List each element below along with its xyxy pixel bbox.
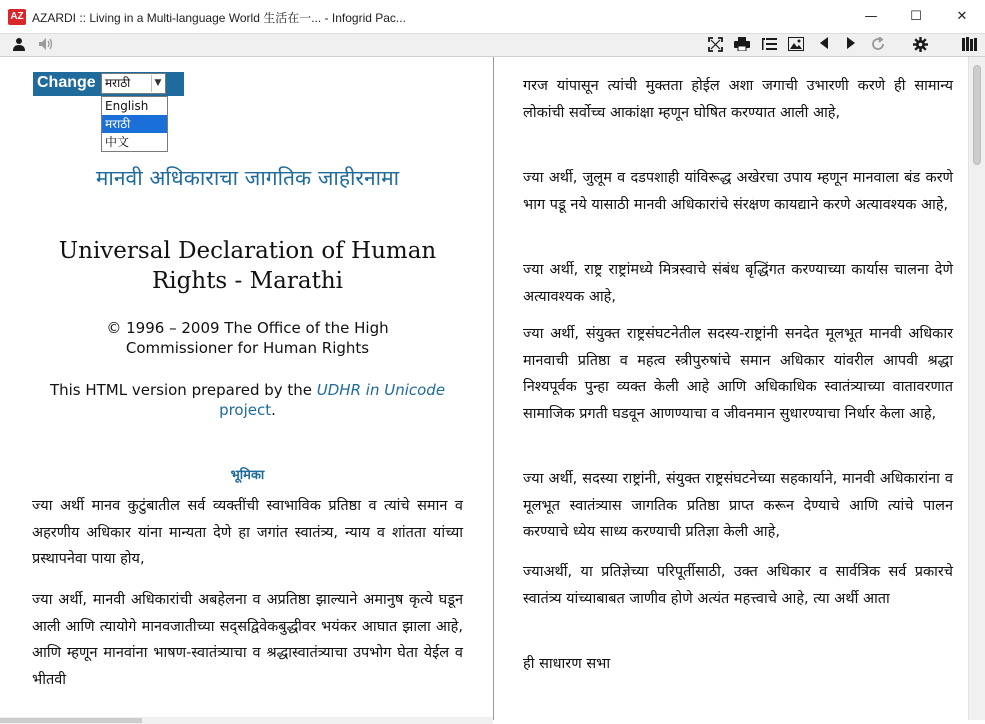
user-icon[interactable] [10, 37, 28, 54]
left-paragraph-2: ज्या अर्थी, मानवी अधिकारांची अबहेलना व अप्रतिष्ठा झाल्याने अमानुष कृत्ये घडून आली आणि त्यायोगे मानवजातीच्या सद्सद्विवेकबुद्धीवर भयंकर आघात झाला आहे, आणि म्हणून मानवांना भाषण-स्वातंत्र्याचा व श्रद्धास्वातंत्र्याचा उपभोग घेता येईल व भीतवी [32, 592, 463, 688]
right-paragraph-1: गरज यांपासून त्यांची मुक्तता होईल अशा जगाची उभारणी करणे ही सामान्य लोकांची सर्वोच्च आकांक्षा म्हणून घोषित करण्यात आली आहे, [523, 78, 953, 121]
right-paragraph-6: ज्याअर्थी, या प्रतिज्ञेच्या परिपूर्तीसाठी, उक्त अधिकार व सार्वत्रिक सर्व प्रकारचे स्वातंत्र्य यांच्याबाबत जाणीव होणे अत्यंत महत्त्वाचे आहे, त्या अर्थी आता [523, 564, 953, 607]
close-button[interactable]: ✕ [956, 9, 968, 24]
app-logo-icon: AZ [8, 9, 26, 25]
language-option-english[interactable]: English [105, 99, 149, 113]
copyright-line-2: Commissioner for Human Rights [125, 339, 370, 357]
page-title [30, 236, 465, 296]
toolbar [0, 34, 985, 57]
language-select[interactable] [101, 73, 166, 94]
print-icon[interactable] [733, 37, 751, 54]
section-heading-preamble: भूमिका [230, 468, 265, 483]
library-icon[interactable] [961, 37, 979, 54]
prepared-suffix: project [219, 401, 272, 419]
settings-icon[interactable] [911, 37, 929, 54]
left-page[interactable] [0, 57, 493, 717]
window-title: AZARDI :: Living in a Multi-language World 生活在一... - Infogrid Pac... [32, 11, 406, 25]
language-selected-value: मराठी [105, 76, 131, 90]
image-icon[interactable] [787, 37, 805, 54]
toc-icon[interactable] [760, 37, 778, 54]
right-page[interactable] [494, 57, 968, 720]
title-line-2: Rights - Marathi [151, 268, 344, 294]
right-paragraph-7: ही साधारण सभा [523, 656, 611, 672]
right-paragraph-5: ज्या अर्थी, सदस्या राष्ट्रांनी, संयुक्त राष्ट्रसंघटनेच्या सहकार्याने, मानवी अधिकारांना व मूलभूत स्वातंत्र्यास जागतिक प्रतिष्ठा प्राप्त करून देण्याचे आणि त्यांचे पालन करण्याचे ध्येय साध्य करण्याची प्रतिज्ञा केली आहे, [523, 471, 953, 540]
language-dropdown-list [101, 96, 168, 152]
title-bar [0, 0, 985, 34]
right-paragraph-4: ज्या अर्थी, संयुक्त राष्ट्रसंघटनेतील सदस्य-राष्ट्रांनी सनदेत मूलभूत मानवी अधिकार मानवाची प्रतिष्ठा व महत्व स्त्रीपुरुषांचे समान अधिकार यांवरील आपवी श्रद्धा निश्यपूर्वक पुन्हा व्यक्त केली आहे आणि अधिकाधिक स्वातंत्र्याच्या वातावरणात सामाजिक प्रगती घडवून आणण्याचा व जीवनमान सुधारण्याचा निर्धार केला आहे, [523, 326, 953, 422]
maximize-button[interactable]: ☐ [910, 9, 922, 24]
marathi-heading: मानवी अधिकाराचा जागतिक जाहीरनामा [95, 166, 400, 190]
horizontal-scroll-thumb[interactable] [0, 718, 142, 723]
prepared-by-note [30, 380, 465, 420]
right-paragraph-3: ज्या अर्थी, राष्ट्र राष्ट्रांमध्ये मित्रस्वाचे संबंध बृद्धिंगत करण्याच्या कार्यास चालना देणे अत्यावश्यक आहे, [523, 262, 953, 305]
left-paragraph-1: ज्या अर्थी मानव कुटुंबातील सर्व व्यक्तींची स्वाभाविक प्रतिष्ठा व त्यांचे समान व अहरणीय अधिकार यांना मान्यता देणे हा जगांत स्वातंत्र्य, न्याय व शांतता यांच्या प्रस्थापनेवा पाया होय, [32, 498, 463, 567]
speaker-icon[interactable] [37, 37, 55, 54]
language-changer [33, 72, 184, 96]
language-option-marathi[interactable]: मराठी [102, 115, 167, 133]
chevron-down-icon[interactable]: ▼ [151, 75, 164, 92]
horizontal-scrollbar[interactable] [0, 717, 493, 724]
change-label: Change [37, 74, 96, 91]
copyright-notice [30, 318, 465, 358]
next-icon[interactable] [842, 37, 860, 54]
language-option-chinese[interactable]: 中文 [105, 135, 130, 149]
prev-icon[interactable] [815, 37, 833, 54]
minimize-button[interactable]: — [864, 9, 878, 24]
fullscreen-icon[interactable] [706, 37, 724, 54]
prepared-end: . [271, 401, 276, 419]
right-paragraph-2: ज्या अर्थी, जुलूम व दडपशाही यांविरूद्ध अखेरचा उपाय म्हणून मानवाला बंड करणे भाग पडू नये यासाठी मानवी अधिकारांचे संरक्षण कायद्याने करणे अत्यावश्यक आहे, [523, 170, 953, 213]
title-line-1: Universal Declaration of Human [58, 238, 437, 264]
refresh-icon[interactable] [869, 37, 887, 54]
vertical-scrollbar[interactable] [968, 57, 985, 720]
prepared-prefix: This HTML version prepared by the [49, 381, 317, 399]
vertical-scroll-thumb[interactable] [973, 65, 981, 165]
udhr-in-unicode-link[interactable]: UDHR in Unicode [316, 381, 446, 399]
copyright-line-1: © 1996 – 2009 The Office of the High [106, 319, 389, 337]
